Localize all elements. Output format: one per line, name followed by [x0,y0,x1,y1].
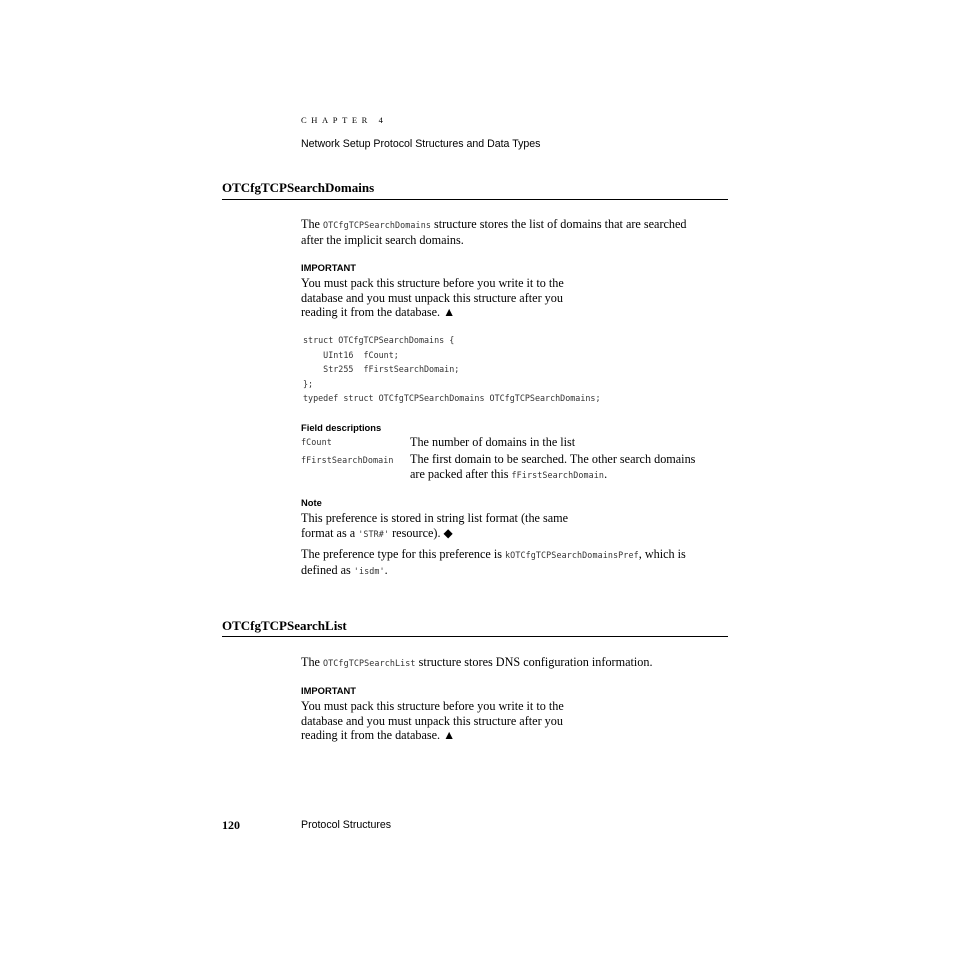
field-desc-ffirstsearchdomain: The first domain to be searched. The other search domains are packed after this fFirstSearchDomain. [410,452,696,481]
page-number: 120 [222,818,240,832]
section2-intro: The OTCfgTCPSearchList structure stores DNS configuration information. [301,655,653,669]
important-note: You must pack this structure before you write it to the database and you must unpack this structure after you reading it from the database. ▲ [301,699,564,743]
important-label: IMPORTANT [301,685,357,696]
section1-intro: The OTCfgTCPSearchDomains structure stores the list of domains that are searched after the implicit search domains. [301,217,687,247]
note-label: Note [301,497,322,508]
important-label: IMPORTANT [301,262,357,273]
pref-type-text: The preference type for this preference is kOTCfgTCPSearchDomainsPref, which is defined as 'isdm'. [301,547,686,577]
chapter-label: CHAPTER 4 [301,115,388,125]
field-name-ffirstsearchdomain: fFirstSearchDomain [301,455,394,465]
chapter-title: Network Setup Protocol Structures and Data Types [301,138,541,150]
field-desc-fcount: The number of domains in the list [410,435,576,449]
section-title-search-list: OTCfgTCPSearchList [222,618,347,633]
important-note: You must pack this structure before you write it to the database and you must unpack this structure after you reading it from the database. ▲ [301,276,564,320]
field-descriptions-label: Field descriptions [301,422,382,433]
section-rule [222,199,728,200]
section-title-search-domains: OTCfgTCPSearchDomains [222,180,375,195]
footer-title: Protocol Structures [301,819,392,831]
note-text: This preference is stored in string list format (the same format as a 'STR#' resource). ◆ [301,511,569,540]
section-rule [222,636,728,637]
field-name-fcount: fCount [301,437,332,447]
code-listing: struct OTCfgTCPSearchDomains { UInt16 fCount; Str255 fFirstSearchDomain; }; typedef struct OTCfgTCPSearchDomains OTCfgTCPSearchDomains; [303,335,601,404]
